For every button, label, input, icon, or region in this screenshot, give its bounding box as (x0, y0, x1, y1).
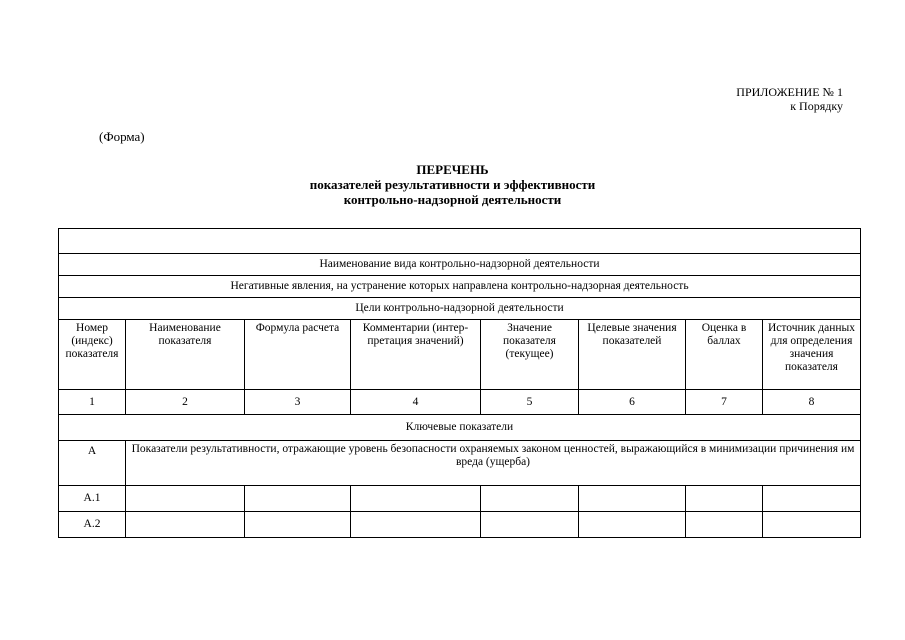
document-title (0, 162, 905, 207)
empty-cell (351, 486, 481, 512)
appendix-note (736, 85, 843, 113)
column-header: Целевые значения показателей (579, 320, 686, 390)
column-number: 6 (579, 390, 686, 415)
form-label: (Форма) (99, 129, 145, 144)
activity-type-row: Наименование вида контрольно-надзорной деятельности (59, 254, 861, 276)
column-number: 1 (59, 390, 126, 415)
negative-phenomena-row: Негативные явления, на устранение которых направлена контрольно-надзорная деятельность (59, 276, 861, 298)
goals-row: Цели контрольно-надзорной деятельности (59, 298, 861, 320)
column-number: 7 (686, 390, 763, 415)
column-header: Номер (индекс) показателя (59, 320, 126, 390)
column-header: Оценка в баллах (686, 320, 763, 390)
empty-cell (481, 512, 579, 538)
section-a-label: А (59, 441, 126, 486)
empty-cell (763, 512, 861, 538)
title-line-1: ПЕРЕЧЕНЬ (416, 162, 489, 177)
empty-cell (245, 512, 351, 538)
empty-cell (481, 486, 579, 512)
title-line-3: контрольно-надзорной деятельности (343, 192, 562, 207)
column-header: Наименование показателя (126, 320, 245, 390)
title-line-2: показателей результативности и эффективности (309, 177, 596, 192)
empty-cell (351, 512, 481, 538)
sub-row-label: А.1 (59, 486, 126, 512)
indicators-table (58, 228, 861, 538)
column-number: 4 (351, 390, 481, 415)
empty-header-cell (59, 229, 861, 254)
empty-cell (686, 486, 763, 512)
empty-cell (686, 512, 763, 538)
empty-cell (579, 512, 686, 538)
sub-row-label: А.2 (59, 512, 126, 538)
column-header: Значение показателя (текущее) (481, 320, 579, 390)
empty-cell (763, 486, 861, 512)
column-number: 8 (763, 390, 861, 415)
appendix-reference: к Порядку (790, 99, 843, 113)
column-header: Комментарии (интер-претация значений) (351, 320, 481, 390)
column-number: 5 (481, 390, 579, 415)
table-row (59, 512, 861, 538)
column-number: 2 (126, 390, 245, 415)
column-number: 3 (245, 390, 351, 415)
column-header: Источник данных для определения значения показателя (763, 320, 861, 390)
column-header: Формула расчета (245, 320, 351, 390)
empty-cell (126, 512, 245, 538)
empty-cell (126, 486, 245, 512)
empty-cell (579, 486, 686, 512)
key-indicators-row: Ключевые показатели (59, 415, 861, 441)
appendix-number: ПРИЛОЖЕНИЕ № 1 (736, 85, 843, 99)
section-a-description: Показатели результативности, отражающие уровень безопасности охраняемых законом ценностей, выражающийся в минимизации причинения им вреда (ущерба) (126, 441, 861, 486)
table-row (59, 486, 861, 512)
empty-cell (245, 486, 351, 512)
